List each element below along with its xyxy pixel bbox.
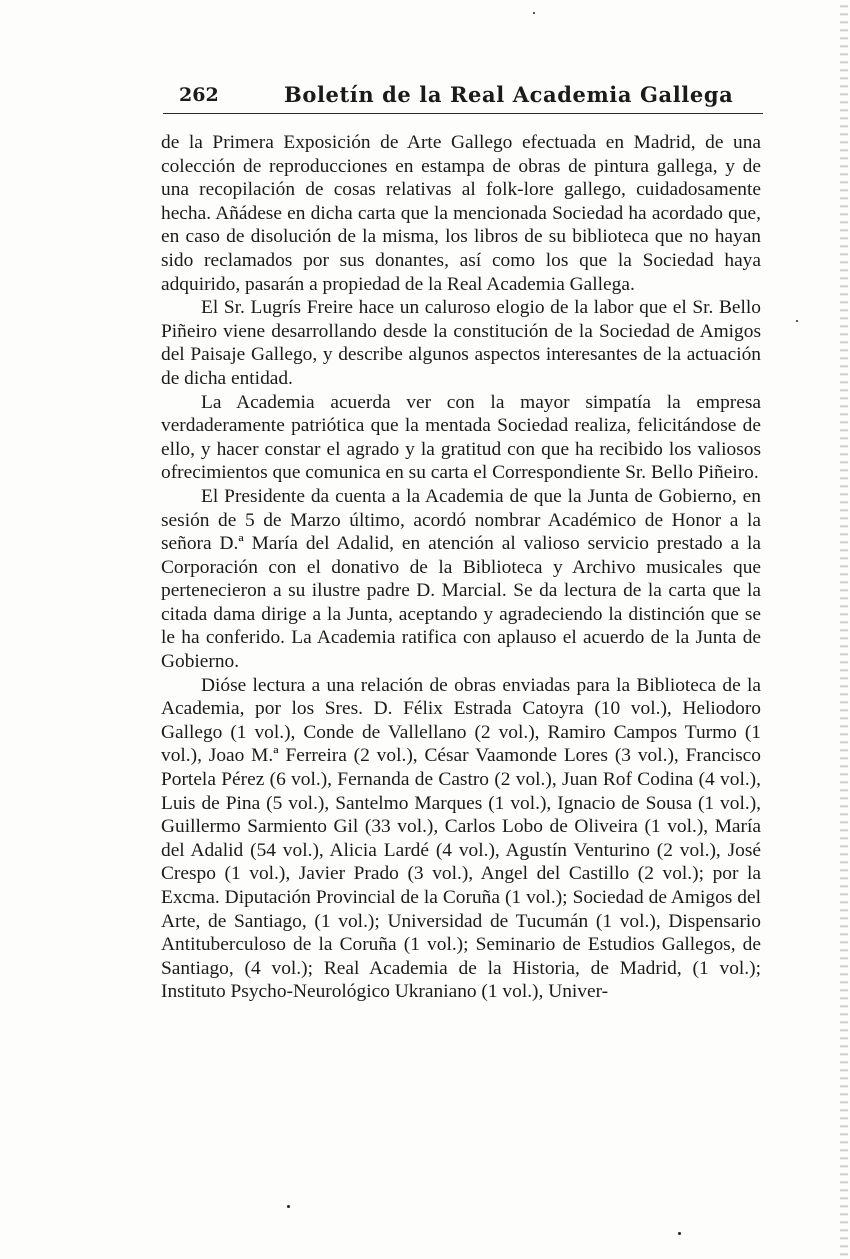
paragraph: El Presidente da cuenta a la Academia de que la Junta de Gobierno, en sesión de 5 de Marzo último, acordó nombrar Académico de Honor a la señora D.ª María del Adalid, en atención al valioso servicio prestado a la Corporación con el donativo de la Biblioteca y Archivo musicales que pertenecieron a su ilustre padre D. Marcial. Se da lectura de la carta que la citada dama dirige a la Junta, aceptando y agradeciendo la distinción que se le ha conferido. La Academia ratifica con aplauso el acuerdo de la Junta de Gobierno. <box>161 485 761 673</box>
paragraph: La Academia acuerda ver con la mayor simpatía la empresa verdaderamente patriótica que la mentada Sociedad realiza, felicitándose de ello, y hacer constar el agrado y la gratitud con que ha recibido los valiosos ofrecimientos que comunica en su carta el Correspondiente Sr. Bello Piñeiro. <box>161 391 761 484</box>
scan-edge-noise <box>840 0 848 1259</box>
paragraph: El Sr. Lugrís Freire hace un caluroso elogio de la labor que el Sr. Bello Piñeiro viene desarrollando desde la constitución de la Sociedad de Amigos del Paisaje Gallego, y describe algunos aspectos interesantes de la actuación de dicha entidad. <box>161 297 761 389</box>
scan-speck <box>287 1205 290 1208</box>
header-rule <box>163 113 763 114</box>
body-text <box>161 131 761 1004</box>
page-number: 262 <box>179 84 219 106</box>
scan-speck <box>533 12 535 14</box>
scan-speck <box>678 1232 681 1235</box>
paragraph: Dióse lectura a una relación de obras enviadas para la Biblioteca de la Academia, por los Sres. D. Félix Estrada Catoyra (10 vol.), Heliodoro Gallego (1 vol.), Conde de Vallellano (2 vol.), Ramiro Campos Turmo (1 vol.), Joao M.ª Ferreira (2 vol.), César Vaamonde Lores (3 vol.), Francisco Portela Pérez (6 vol.), Fernanda de Castro (2 vol.), Juan Rof Codina (4 vol.), Luis de Pina (5 vol.), Santelmo Marques (1 vol.), Ignacio de Sousa (1 vol.), Guillermo Sarmiento Gil (33 vol.), Carlos Lobo de Oliveira (1 vol.), María del Adalid (54 vol.), Alicia Lardé (4 vol.), Agustín Venturino (2 vol.), José Crespo (1 vol.), Javier Prado (3 vol.), Angel del Castillo (2 vol.); por la Excma. Diputación Provincial de la Coruña (1 vol.); Sociedad de Amigos del Arte, de Santiago, (1 vol.); Universidad de Tucumán (1 vol.), Dispensario Antituberculoso de la Coruña (1 vol.); Seminario de Estudios Gallegos, de Santiago, (4 vol.); Real Academia de la Historia, de Madrid, (1 vol.); Instituto Psycho-Neurológico Ukraniano (1 vol.), Univer- <box>161 674 761 1003</box>
journal-title: Boletín de la Real Academia Gallega <box>284 82 734 107</box>
paragraph: de la Primera Exposición de Arte Gallego efectuada en Madrid, de una colección de reproducciones en estampa de obras de pintura gallega, y de una recopilación de cosas relativas al folk-lore gallego, cuidadosamente hecha. Añádese en dicha carta que la mencionada Sociedad ha acordado que, en caso de disolución de la misma, los libros de su biblioteca que no hayan sido reclamados por sus donantes, así como los que la Sociedad haya adquirido, pasarán a propiedad de la Real Academia Gallega. <box>161 132 761 295</box>
running-head <box>163 78 763 112</box>
scan-speck <box>796 320 798 322</box>
